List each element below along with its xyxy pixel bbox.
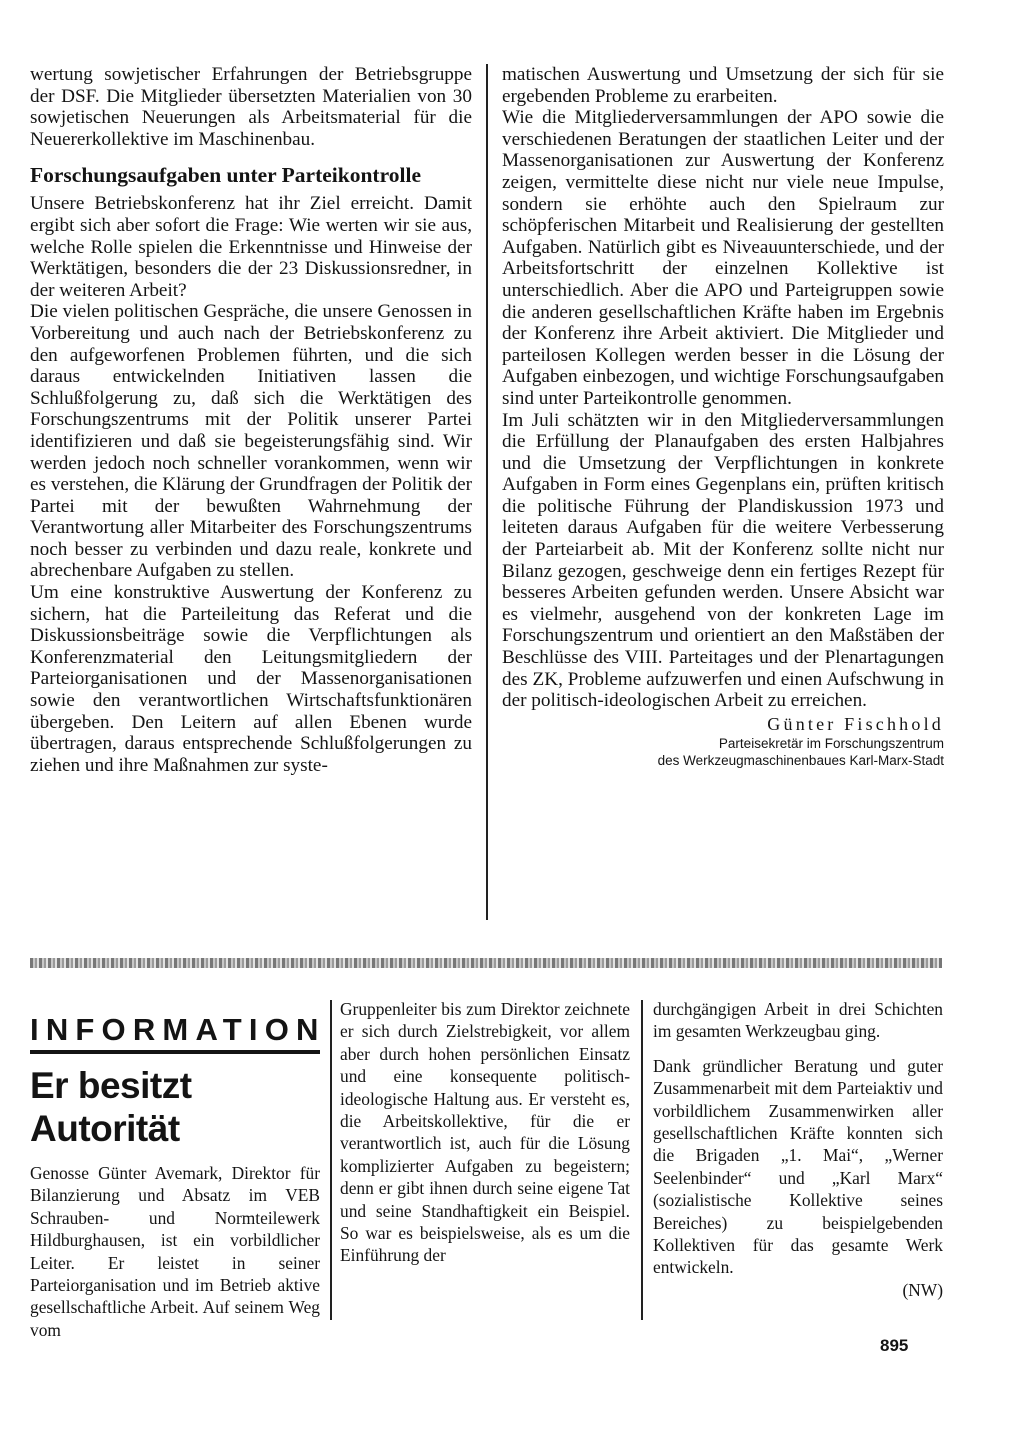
info-column-2 [340,998,630,1267]
article-paragraph: wertung sowjetischer Erfahrungen der Betriebsgruppe der DSF. Die Mitglieder übersetzten Materialien von 30 sowjetischen Neuerungen als Arbeitsmaterial für die Neuererkollektive im Maschinenbau. [30,64,472,150]
info-label: INFORMATION [30,1012,326,1047]
page-number: 895 [880,1336,909,1355]
section-separator [30,958,942,968]
column-divider [641,1000,643,1320]
info-title: Er besitzt Autorität [30,1065,192,1149]
author-name: Günter Fischhold [767,713,944,734]
article-paragraph: Um eine konstruktive Auswertung der Konferenz zu sichern, hat die Parteileitung das Referat und die Diskussionsbeiträge sowie die Verpflichtungen als Konferenzmaterial den Leitungsmitgliedern der Parteiorganisationen und der Massenorganisationen sowie den verantwortlichen Wirtschaftsfunktionären übergeben. Den Leitern auf allen Ebenen wurde übertragen, daraus entsprechende Schlußfolgerungen zu ziehen und ihre Maßnahmen zur syste- [30,582,472,776]
article-paragraph: matischen Auswertung und Umsetzung der sich für sie ergebenden Probleme zu erarbeiten. [502,64,944,107]
column-divider [330,1000,332,1320]
author-role: des Werkzeugmaschinenbaues Karl-Marx-Stadt [657,752,944,768]
info-paragraph: Gruppenleiter bis zum Direktor zeichnete er sich durch Zielstrebigkeit, vor allem aber durch hohen persönlichen Einsatz und eine konsequente politisch-ideologische Haltung aus. Er versteht es, die Arbeitskollektive, für die er verantwortlich ist, auch für die Lösung komplizierter Aufgaben zu begeistern; denn er gibt ihnen durch seine eigene Tat und seine Standhaftigkeit ein Beispiel. So war es beispielsweise, als es um die Einführung der [340,999,630,1266]
article-paragraph: Unsere Betriebskonferenz hat ihr Ziel erreicht. Damit ergibt sich aber sofort die Frage: Wie werten wir sie aus, welche Rolle spielen die Erkenntnisse und Hinweise der Werktätigen, besonders die der 23 Diskussionsredner, in der weiteren Arbeit? [30,193,472,301]
article-paragraph: Wie die Mitgliederversammlungen der APO sowie die verschiedenen Beratungen der staatlichen Leiter und der Massenorganisationen zur Auswertung der Konferenz zeigen, vermittelte diese nicht nur viele neue Impulse, sondern sie erhöhte auch den Spielraum zur schöpferischen Mitarbeit und Realisierung der gestellten Aufgaben. Natürlich gibt es Niveauunterschiede, und der Arbeitsfortschritt der einzelnen Kollektive ist unterschiedlich. Aber die APO und Parteigruppen sowie die anderen gesellschaftlichen Kräfte haben im Ergebnis der Konferenz ihre Arbeit aktiviert. Die Mitglieder und parteilosen Kollegen werden besser in die Lösung der Aufgaben einbezogen, und wichtige Forschungsaufgaben sind unter Parteikontrolle genommen. [502,107,944,409]
column-divider [486,64,488,920]
info-paragraph [653,1055,943,1279]
info-signature: (NW) [902,1279,943,1300]
article-paragraph: Im Juli schätzten wir in den Mitgliederversammlungen die Erfüllung der Planaufgaben des ersten Halbjahres und die Umsetzung der Verpflichtungen in konkrete Aufgaben in Form eines Gegenplans ein, prüften kritisch die politische Führung der Plandiskussion 1973 und leiteten daraus Aufgaben für die weitere Verbesserung der Parteiarbeit ab. Mit der Konferenz sollte nicht nur Bilanz gezogen, geschweige denn ein fertiges Rezept für besseres Arbeiten gefunden werden. Unsere Absicht war es vielmehr, ausgehend von der konkreten Lage im Forschungszentrum und orientiert an den Maßstäben der Beschlüsse des VIII. Parteitages und der Plenartagungen des ZK, Probleme aufzuwerfen und einen Aufschwung in der politisch-ideologischen Arbeit zu erreichen. [502,409,944,712]
info-paragraph: Genosse Günter Avemark, Direktor für Bilanzierung und Absatz im VEB Schrauben- und Normteilewerk Hildburghausen, ist ein vorbildlicher Leiter. Er leistet in seiner Parteiorganisation und im Betrieb aktive gesellschaftliche Arbeit. Auf seinem Weg vom [30,1163,320,1340]
info-column-3 [653,998,943,1301]
info-paragraph-text: Dank gründlicher Beratung und guter Zusammenarbeit mit dem Parteiaktiv und vorbildlichem Zusammenwirken aller gesellschaftlichen Kräfte konnten sich die Brigaden „1. Mai“, „Werner Seelenbinder“ und „Karl Marx“ (sozialistische Kollektive seines Bereiches) zu beispielgebenden Kollektiven für das gesamte Werk entwickeln. [653,1055,943,1278]
article-column-right [502,64,944,769]
info-column-1 [30,998,326,1341]
author-role: Parteisekretär im Forschungszentrum [718,735,944,751]
info-byline [653,1279,943,1301]
info-paragraph: durchgängigen Arbeit in drei Schichten im gesamten Werkzeugbau ging. [653,999,943,1042]
article-paragraph: Die vielen politischen Gespräche, die unsere Genossen in Vorbereitung und auch nach der Betriebskonferenz zu den aufgeworfenen Problemen führten, und die sich daraus entwickelnden Initiativen lassen die Schlußfolgerung zu, daß sich die Werktätigen des Forschungszentrums mit der Politik unserer Partei identifizieren und daß sie begeisterungsfähig sind. Wir werden jedoch noch schneller vorankommen, wenn wir es verstehen, die Klärung der Grundfragen der Politik der Partei mit der bewußten Wahrnehmung der Verantwortung aller Mitarbeiter des Forschungszentrums noch besser zu verbinden und dazu reale, konkrete und abrechenbare Aufgaben zu stellen. [30,301,472,582]
article-column-left [30,64,472,776]
article-subheading: Forschungsaufgaben unter Parteikontrolle [30,163,421,188]
info-rule [30,1050,320,1054]
